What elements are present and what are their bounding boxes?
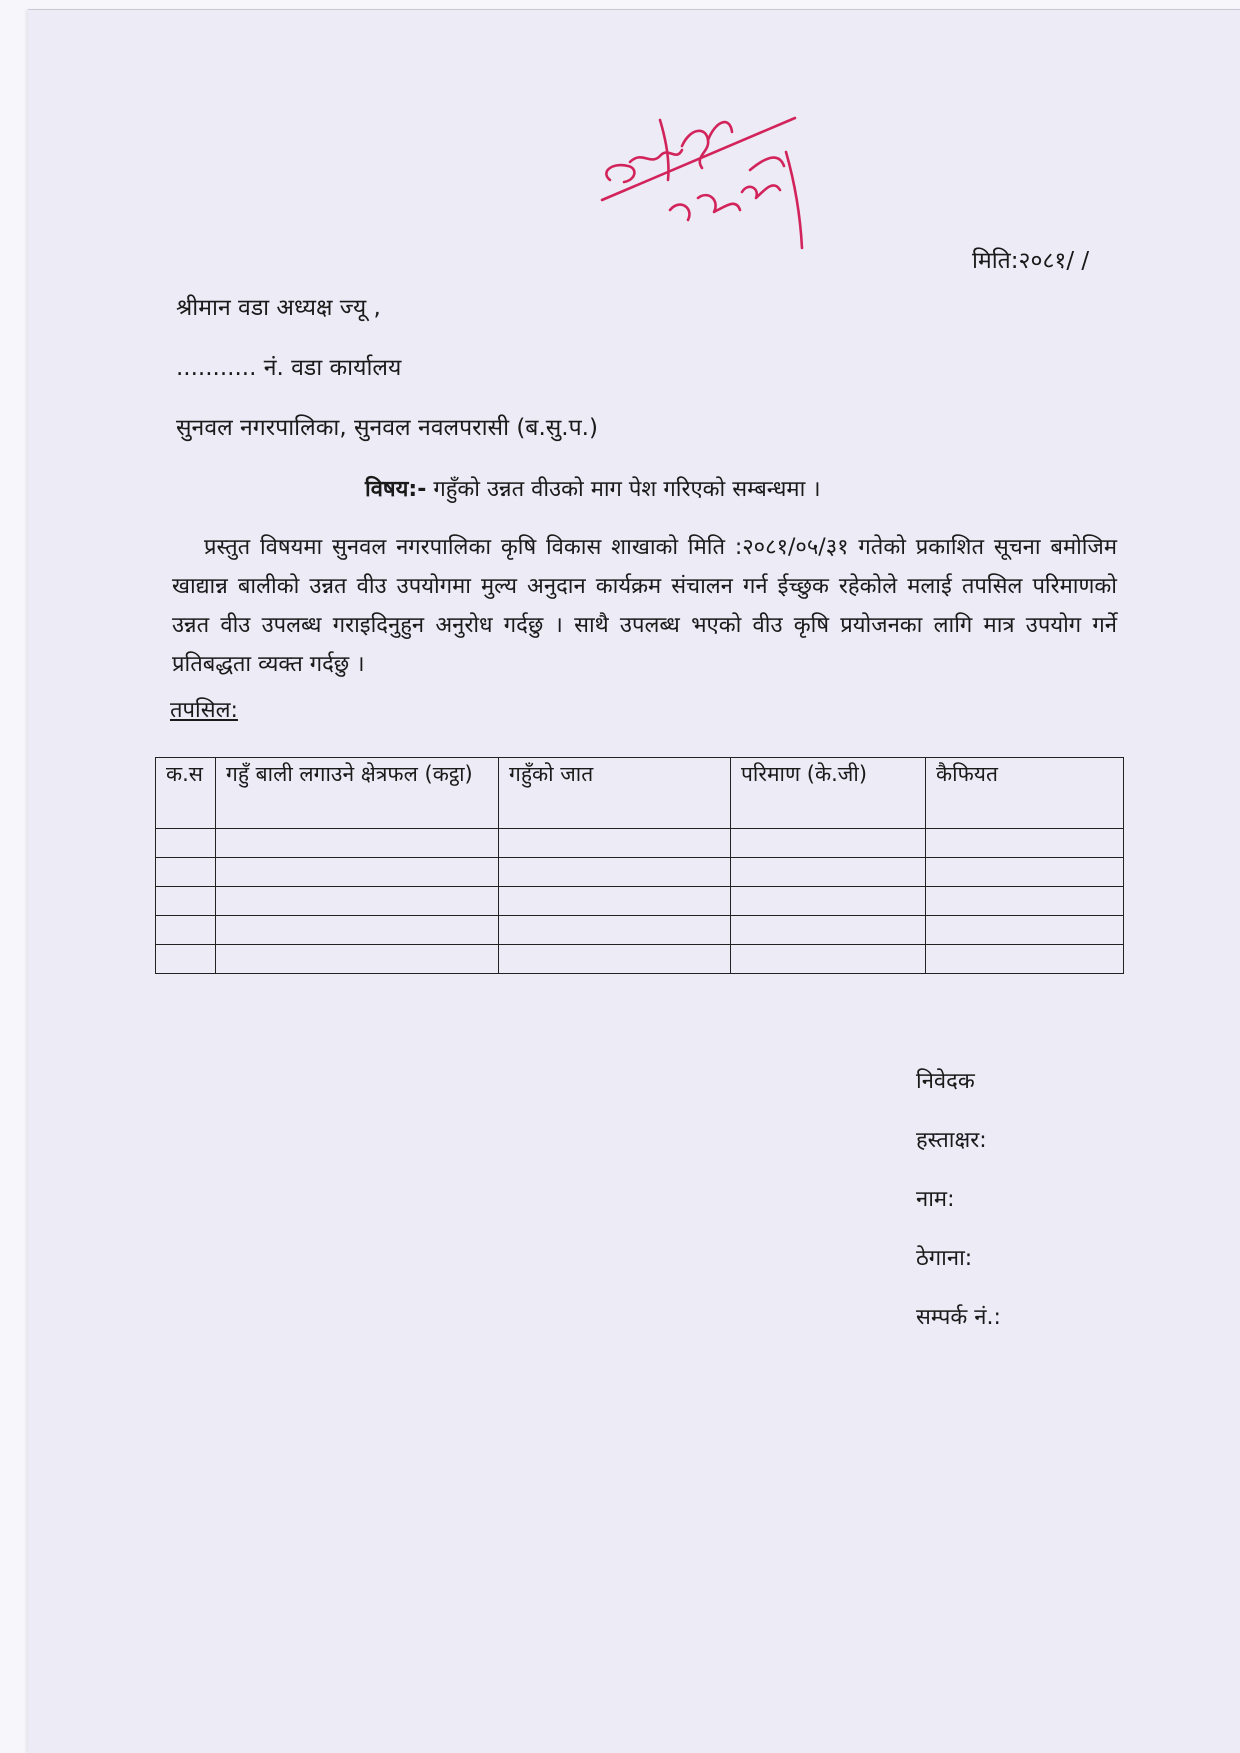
page-edge	[28, 9, 1240, 10]
contact-label: सम्पर्क नं.:	[916, 1305, 1001, 1330]
table-cell[interactable]	[156, 858, 216, 887]
address-label: ठेगाना:	[916, 1246, 973, 1271]
applicant-label: निवेदक	[916, 1069, 975, 1094]
table-cell[interactable]	[156, 916, 216, 945]
header-variety: गहुँको जात	[499, 758, 731, 829]
table-header-row	[156, 758, 1124, 829]
header-quantity: परिमाण (के.जी)	[731, 758, 926, 829]
table-row	[156, 887, 1124, 916]
table-cell[interactable]	[926, 916, 1124, 945]
name-label: नाम:	[916, 1187, 955, 1212]
header-remarks: कैफियत	[926, 758, 1124, 829]
subject-label: विषय:-	[365, 477, 427, 502]
handwritten-registration-mark	[590, 80, 850, 260]
body-paragraph: प्रस्तुत विषयमा सुनवल नगरपालिका कृषि विकास शाखाको मिति :२०८१/०५/३१ गतेको प्रकाशित सूचना बमोजिम खाद्यान्न बालीको उन्नत वीउ उपयोगमा मुल्य अनुदान कार्यक्रम संचालन गर्न ईच्छुक रहेकोले मलाई तपसिल परिमाणको उन्नत वीउ उपलब्ध गराइदिनुहुन अनुरोध गर्दछु । साथै उपलब्ध भएको वीउ कृषि प्रयोजनका लागि मात्र उपयोग गर्ने प्रतिबद्धता व्यक्त गर्दछु ।	[172, 535, 1117, 677]
table-row	[156, 858, 1124, 887]
date-field: मिति:२०८१/ /	[972, 248, 1090, 274]
header-serial: क.स	[156, 758, 216, 829]
table-cell[interactable]	[926, 945, 1124, 974]
handwritten-mark-text: दर्ता ५१३	[590, 80, 594, 81]
subject-line	[365, 477, 821, 503]
table-cell[interactable]	[499, 916, 731, 945]
table-cell[interactable]	[499, 945, 731, 974]
details-table	[155, 757, 1124, 974]
table-cell[interactable]	[926, 887, 1124, 916]
table-cell[interactable]	[731, 887, 926, 916]
table-row	[156, 945, 1124, 974]
table-cell[interactable]	[499, 887, 731, 916]
table-cell[interactable]	[216, 945, 499, 974]
table-cell[interactable]	[499, 829, 731, 858]
table-cell[interactable]	[731, 858, 926, 887]
table-cell[interactable]	[926, 858, 1124, 887]
subject-text: गहुँको उन्नत वीउको माग पेश गरिएको सम्बन्धमा ।	[433, 477, 821, 502]
table-cell[interactable]	[731, 945, 926, 974]
tapasil-heading: तपसिल:	[170, 698, 238, 723]
table-cell[interactable]	[216, 916, 499, 945]
table-cell[interactable]	[156, 887, 216, 916]
table-cell[interactable]	[731, 916, 926, 945]
addressee-line: श्रीमान वडा अध्यक्ष ज्यू ,	[176, 295, 381, 321]
table-row	[156, 829, 1124, 858]
municipality-line: सुनवल नगरपालिका, सुनवल नवलपरासी (ब.सु.प.)	[176, 415, 598, 441]
table-cell[interactable]	[926, 829, 1124, 858]
table-cell[interactable]	[156, 829, 216, 858]
ward-office-line: ........... नं. वडा कार्यालय	[176, 355, 402, 381]
table-cell[interactable]	[731, 829, 926, 858]
signature-label: हस्ताक्षर:	[916, 1128, 987, 1153]
table-cell[interactable]	[216, 829, 499, 858]
table-cell[interactable]	[156, 945, 216, 974]
header-area: गहुँ बाली लगाउने क्षेत्रफल (कट्ठा)	[216, 758, 499, 829]
table-cell[interactable]	[216, 887, 499, 916]
table-cell[interactable]	[216, 858, 499, 887]
table-row	[156, 916, 1124, 945]
table-cell[interactable]	[499, 858, 731, 887]
